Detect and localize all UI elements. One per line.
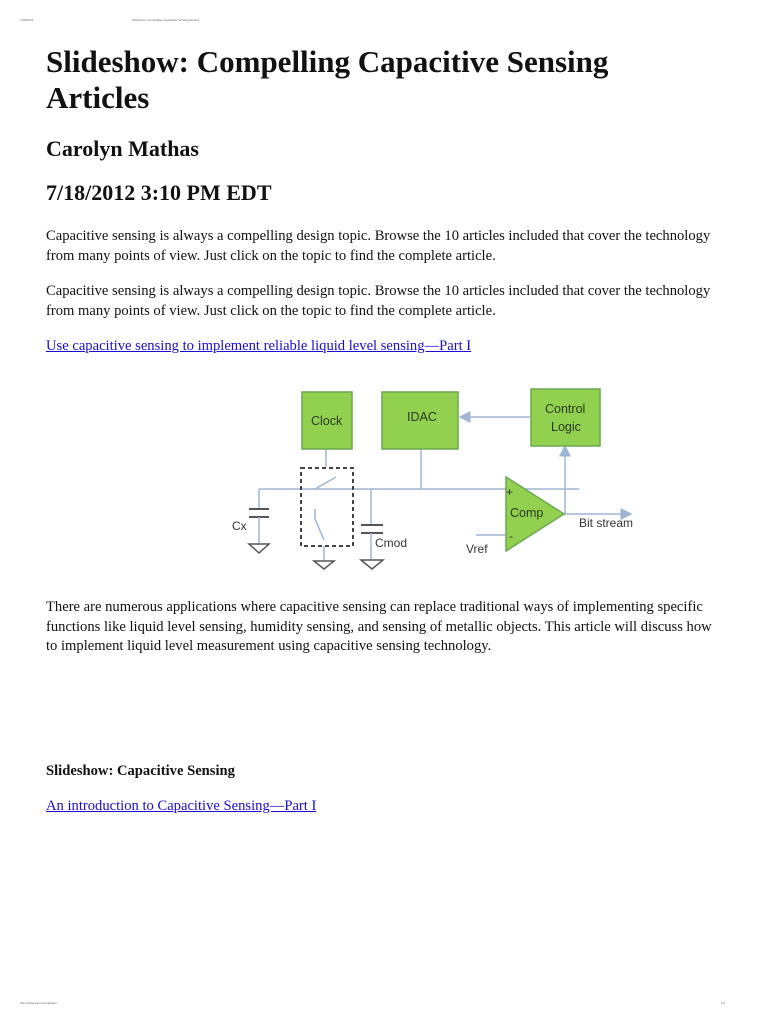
capacitive-sensing-intro-link[interactable]: An introduction to Capacitive Sensing—Part I [46,798,317,814]
intro-paragraph-1: Capacitive sensing is always a compelling design topic. Browse the 10 articles included that cover the technology from many points of view. Just click on the topic to find the complete article. [46,228,711,264]
comp-to-control-line [565,446,566,513]
print-footer-url: http://www.edn.com/design/ [20,1001,57,1005]
vref-label: Vref [466,542,488,556]
print-header-date: 7/18/2012 [20,18,34,22]
article-date: 7/18/2012 3:10 PM EDT [46,180,272,205]
control-label-line-1: Control [545,402,586,416]
print-header-title: Slideshow: Compelling Capacitive Sensing Articles [132,18,200,22]
control-logic-block [531,389,600,446]
cmod-ground-symbol [361,560,383,569]
liquid-level-sensing-link[interactable]: Use capacitive sensing to implement reliable liquid level sensing—Part I [46,338,472,354]
bitstream-label: Bit stream [579,516,634,530]
clock-label: Clock [311,414,343,428]
switch-box [301,468,353,546]
cx-label: Cx [232,519,247,533]
body-paragraph: There are numerous applications where capacitive sensing can replace traditional ways of implementing specific functions like liquid level sensing, humidity sensing, and sensing of metallic objects. This article will discuss how to implement liquid level measurement using capacitive sensing technology. [46,599,712,654]
intro-paragraph-2: Capacitive sensing is always a compelling design topic. Browse the 10 articles included that cover the technology from many points of view. Just click on the topic to find the complete article. [46,283,711,319]
cmod-label: Cmod [375,536,408,550]
comparator-plus-label: + [506,485,514,499]
capacitive-sensing-diagram [224,385,636,580]
cx-ground-symbol [249,544,269,553]
top-switch [315,477,336,489]
print-footer-page: 1/2 [721,1001,726,1005]
article-author: Carolyn Mathas [46,136,199,161]
idac-label: IDAC [407,410,437,424]
switch-ground-symbol [314,561,334,569]
comparator-minus-label: - [509,529,513,543]
slideshow-subheading: Slideshow: Capacitive Sensing [46,763,235,779]
article-title: Slideshow: Compelling Capacitive Sensing Articles [46,44,609,115]
control-label-line-2: Logic [551,420,581,434]
comparator-label: Comp [510,506,544,520]
bottom-switch-diagonal [315,519,324,540]
